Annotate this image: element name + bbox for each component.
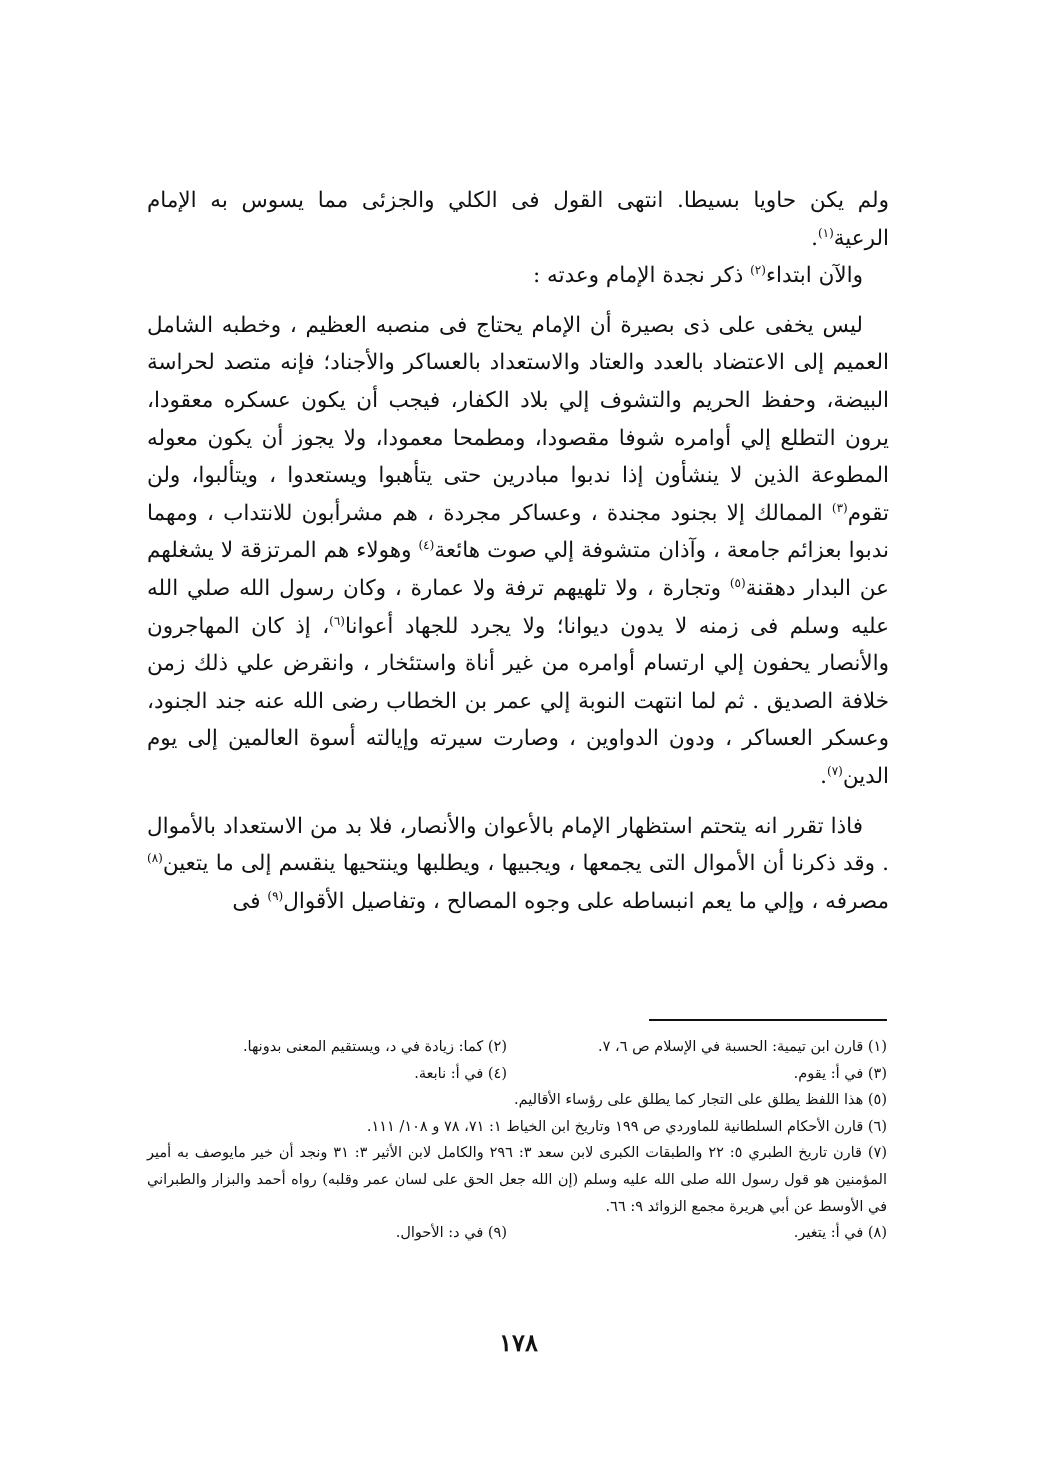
footnote-line [147,1034,887,1061]
footnote-8: (٨) في أ: يتغير. [793,1225,887,1242]
footnote-marker: (٧) [827,763,843,778]
footnote-marker: (٩) [267,888,284,903]
footnote-marker: (٨) [147,850,163,865]
footnote-1: (١) قارن ابن تيمية: الحسبة في الإسلام ص ٦، ٧. [598,1039,887,1055]
footnote-line [147,1061,887,1088]
footnote-separator [649,1019,887,1021]
footnote-2: (٢) كما: زيادة في د، ويستقيم المعنى بدونها. [242,1039,507,1055]
paragraph-3: ليس يخفى على ذى بصيرة أن الإمام يحتاج فى منصبه العظيم ، وخطبه الشامل العميم إلى الاعتضاد بالعدد والعتاد والاستعداد بالعساكر والأجناد؛ فإنه متصد لحراسة البيضة، وحفظ الحريم والتشوف إلي بلاد الكفار، فيجب أن يكون عسكره معقودا، يرون التطلع إلي أوامره شوفا مقصودا، ومطمحا معمودا، ولا يجوز أن يكون معوله المطوعة الذين لا ينشأون إذا ندبوا مبادرين حتى يتأهبوا ويستعدوا ، ويتألبوا، ولن تقوم$^{(٣)}$ الممالك إلا بجنود مجندة ، وعساكر مجردة ، هم مشرأبون للانتداب ، ومهما ندبوا بعزائم جامعة ، وآذان متشوفة إلي صوت هائعة$^{(٤)}$ وهولاء هم المرتزقة لا يشغلهم عن البدار دهقنة$^{(٥)}$ وتجارة ، ولا تلهيهم ترفة ولا عمارة ، وكان رسول الله صلي الله عليه وسلم فى زمنه لا يدون ديوانا؛ ولا يجرد للجهاد أعوانا$^{(٦)}$، إذ كان المهاجرون والأنصار يحفون إلي ارتسام أوامره من غير أناة واستئخار ، وانقرض علي ذلك زمن خلافة الصديق . ثم لما انتهت النوبة إلي عمر بن الخطاب رضى الله عنه جند الجنود، وعسكر العساكر ، ودون الدواوين ، وصارت سيرته وإيالته أسوة العالمين إلى يوم الدين$^{(٧)}$. [147,312,889,789]
footnote-3: (٣) في أ: يقوم. [793,1065,887,1082]
footnote-5: (٥) هذا اللفظ يطلق على التجار كما يطلق على رؤساء الأقاليم. [514,1092,887,1109]
footnotes [147,1034,887,1247]
footnote-line [147,1220,887,1247]
main-text [147,182,889,920]
footnote-marker: (٣) [831,500,848,515]
footnote-marker: (١) [817,225,834,240]
footnote-marker: (٤) [418,538,435,553]
footnote-6: (٦) قارن الأحكام السلطانية للماوردي ص ١٩٩ وتاريخ ابن الخياط ١: ٧١، ٧٨ و ١٠٨/ ١١١. [366,1118,887,1135]
footnote-marker: (٢) [750,263,766,278]
paragraph-1: ولم يكن حاويا بسيطا. انتهى القول فى الكلي والجزئى مما يسوس به الإمام الرعية$^{(١)}$. [147,188,889,251]
footnote-4: (٤) في أ: نابعة. [414,1065,507,1082]
footnote-7: (٧) قارن تاريخ الطبري ٥: ٢٢ والطبقات الكبرى لابن سعد ٣: ٢٩٦ والكامل لابن الأثير ٣: ٣١ ونجد أن خير مايوصف به أمير المؤمنين هو قول رسول الله صلى الله عليه وسلم (إن الله جعل الحق على لسان عمر وقلبه) رواه أحمد والبزار والطبراني في الأوسط عن أبي هريرة مجمع الزوائد ٩: ٦٦. [147,1145,887,1215]
footnote-9: (٩) في د: الأحوال. [395,1225,507,1242]
paragraph-4: فاذا تقرر انه يتحتم استظهار الإمام بالأعوان والأنصار، فلا بد من الاستعداد بالأموال . وقد ذكرنا أن الأموال التى يجمعها ، ويجبيها ، ويطلبها وينتحيها ينقسم إلى ما يتعين$^{(٨)}$ مصرفه ، وإلي ما يعم انبساطه على وجوه المصالح ، وتفاصيل الأقوال$^{(٩)}$ فى [147,813,889,914]
page-number: ١٧٨ [499,1328,538,1357]
paragraph-2: والآن ابتداء$^{(٢)}$ ذكر نجدة الإمام وعدته : [532,263,863,289]
footnote-marker: (٥) [729,575,746,590]
footnote-marker: (٦) [329,613,345,628]
